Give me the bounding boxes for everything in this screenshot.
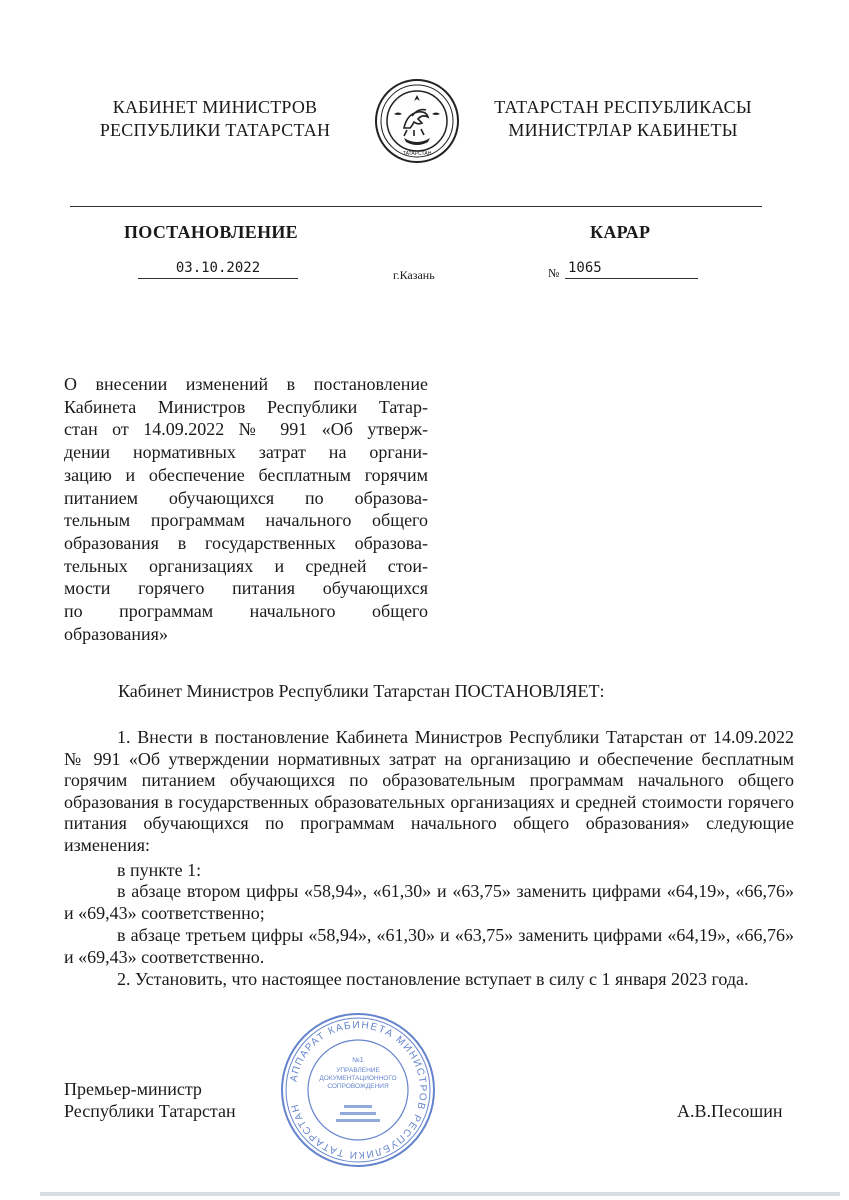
doc-type-tt: КАРАР — [590, 222, 651, 242]
header-left-line2: РЕСПУБЛИКИ ТАТАРСТАН — [99, 120, 331, 140]
title-line: тельным программам начального общего — [64, 510, 428, 531]
signatory-position-line1: Премьер-министр — [64, 1079, 202, 1099]
title-line: стан от 14.09.2022 № 991 «Об утверж- — [64, 419, 428, 440]
document-number: 1065 — [565, 260, 698, 279]
signatory-position-line2: Республики Татарстан — [64, 1100, 236, 1121]
stamp-outer-text: АППАРАТ КАБИНЕТА МИНИСТРОВ РЕСПУБЛИКИ ТАТАРСТАН — [288, 1019, 429, 1161]
document-city: г.Казань — [393, 268, 435, 282]
title-line: по программам начального общего — [64, 601, 428, 622]
signatory-position — [64, 1079, 236, 1122]
title-line: Кабинета Министров Республики Татар- — [64, 396, 428, 417]
document-title — [64, 373, 428, 645]
title-line: зацию и обеспечение бесплатным горячим — [64, 464, 428, 485]
header-left-line1: КАБИНЕТ МИНИСТРОВ — [112, 97, 318, 117]
header-right-line1: ТАТАРСТАН РЕСПУБЛИКАСЫ — [494, 97, 752, 117]
paragraph-second-abzac: в абзаце втором цифры «58,94», «61,30» и «63,75» заменить цифрами «64,19», «66,76» и «69,43» соответственно; — [64, 881, 794, 923]
resolution-intro: Кабинет Министров Республики Татарстан ПОСТАНОВЛЯЕТ: — [118, 681, 605, 701]
header-right — [478, 96, 768, 142]
title-line: дении нормативных затрат на органи- — [64, 442, 428, 463]
document-date: 03.10.2022 — [138, 260, 298, 279]
svg-text:АППАРАТ КАБИНЕТА МИНИСТРОВ РЕС — [289, 1020, 429, 1160]
title-line: О внесении изменений в постановление — [64, 374, 428, 394]
paragraph-2: 2. Установить, что настоящее постановление вступает в силу с 1 января 2023 года. — [117, 969, 749, 989]
title-line: образования в государственных образова- — [64, 532, 428, 553]
tatarstan-emblem-icon — [374, 78, 460, 164]
doc-type-ru: ПОСТАНОВЛЕНИЕ — [124, 222, 298, 242]
paragraph-1: 1. Внести в постановление Кабинета Министров Республики Татарстан от 14.09.2022 № 991 «Об утверждении нормативных затрат на организацию и обеспечение бесплатным горячим питанием обучающихся по образовательным программам начального общего образования в государственных образовательных организациях и средней стоимости горячего питания обучающихся по программам начального общего образования» следующие изменения: — [64, 727, 794, 855]
header-divider — [70, 206, 762, 207]
signatory-name: А.В.Песошин — [677, 1101, 783, 1121]
paragraph-third-abzac: в абзаце третьем цифры «58,94», «61,30» и «63,75» заменить цифрами «64,19», «66,76» и «69,43» соответственно. — [64, 925, 794, 967]
emblem-text: ТАТАРСТАН — [402, 151, 432, 157]
title-line: образования» — [64, 623, 168, 644]
header-left — [70, 96, 360, 142]
title-line: мости горячего питания обучающихся — [64, 578, 428, 599]
stamp-inner-line2: ДОКУМЕНТАЦИОННОГО — [319, 1075, 397, 1082]
stamp-number: №1 — [352, 1057, 364, 1064]
header-right-line2: МИНИСТРЛАР КАБИНЕТЫ — [508, 120, 738, 140]
title-line: питанием обучающихся по образова- — [64, 487, 428, 508]
stamp-inner-line3: СОПРОВОЖДЕНИЯ — [327, 1083, 389, 1090]
page-bottom-edge — [40, 1192, 840, 1196]
number-label: № — [548, 266, 560, 280]
official-stamp-icon — [278, 1010, 438, 1170]
title-line: тельных организациях и средней стои- — [64, 555, 428, 576]
stamp-inner-line1: УПРАВЛЕНИЕ — [336, 1067, 380, 1074]
paragraph-item-1: в пункте 1: — [117, 860, 202, 880]
